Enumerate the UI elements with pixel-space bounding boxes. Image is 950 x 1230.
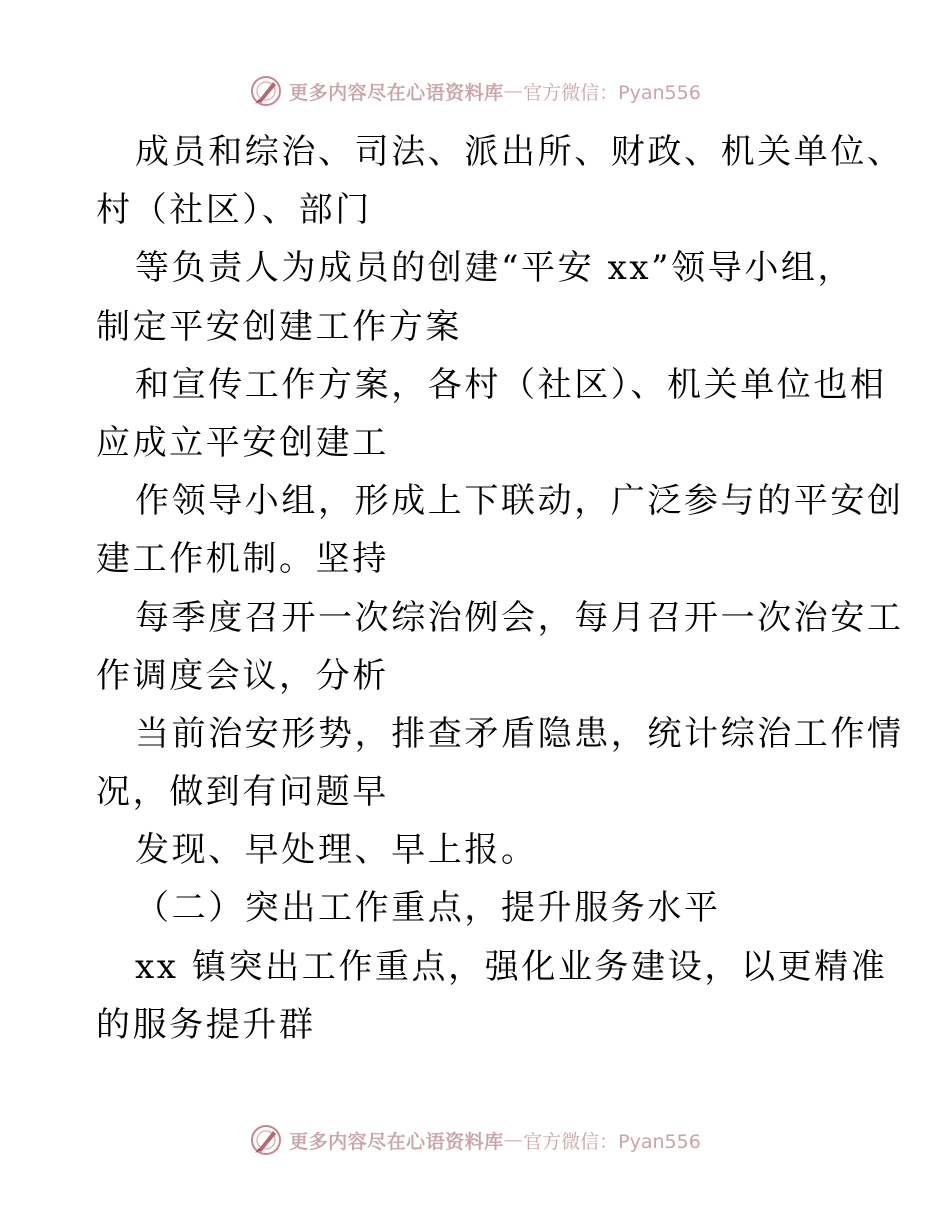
body-line: 每季度召开一次综治例会，每月召开一次治安工 <box>135 597 904 638</box>
body-line: 作领导小组，形成上下联动，广泛参与的平安创 <box>135 481 904 522</box>
body-line: xx 镇突出工作重点，强化业务建设，以更精准 <box>135 946 888 987</box>
footer-banner <box>0 1120 950 1160</box>
body-line: 作调度会议，分析 <box>96 655 389 696</box>
document-body <box>96 123 904 1054</box>
body-line: 等负责人为成员的创建“平安 xx”领导小组， <box>135 248 855 289</box>
body-line: 应成立平安创建工 <box>96 422 389 463</box>
header-wechat-text: 官方微信：Pyan556 <box>523 81 701 104</box>
body-line: 成员和综治、司法、派出所、财政、机关单位、 <box>135 132 904 172</box>
footer-banner-text: 更多内容尽在心语资料库 <box>289 1130 504 1153</box>
body-line: 的服务提升群 <box>96 1004 316 1045</box>
footer-wechat-text: 官方微信：Pyan556 <box>523 1130 701 1153</box>
footer-banner-separator: — <box>503 1129 524 1151</box>
header-banner <box>0 71 950 111</box>
body-line: （二）突出工作重点，提升服务水平 <box>135 888 721 929</box>
body-line: 发现、早处理、早上报。 <box>135 830 538 871</box>
quill-logo-icon <box>249 74 283 108</box>
body-line: 制定平安创建工作方案 <box>96 306 462 347</box>
body-line: 和宣传工作方案，各村（社区）、机关单位也相 <box>135 364 887 405</box>
header-banner-text: 更多内容尽在心语资料库 <box>289 81 504 104</box>
body-line: 建工作机制。坚持 <box>96 539 389 580</box>
body-line: 村（社区）、部门 <box>96 190 372 231</box>
header-banner-separator: — <box>503 80 524 102</box>
body-line: 况，做到有问题早 <box>96 772 389 813</box>
body-line: 当前治安形势，排查矛盾隐患，统计综治工作情 <box>135 713 904 754</box>
quill-logo-icon <box>249 1123 283 1157</box>
